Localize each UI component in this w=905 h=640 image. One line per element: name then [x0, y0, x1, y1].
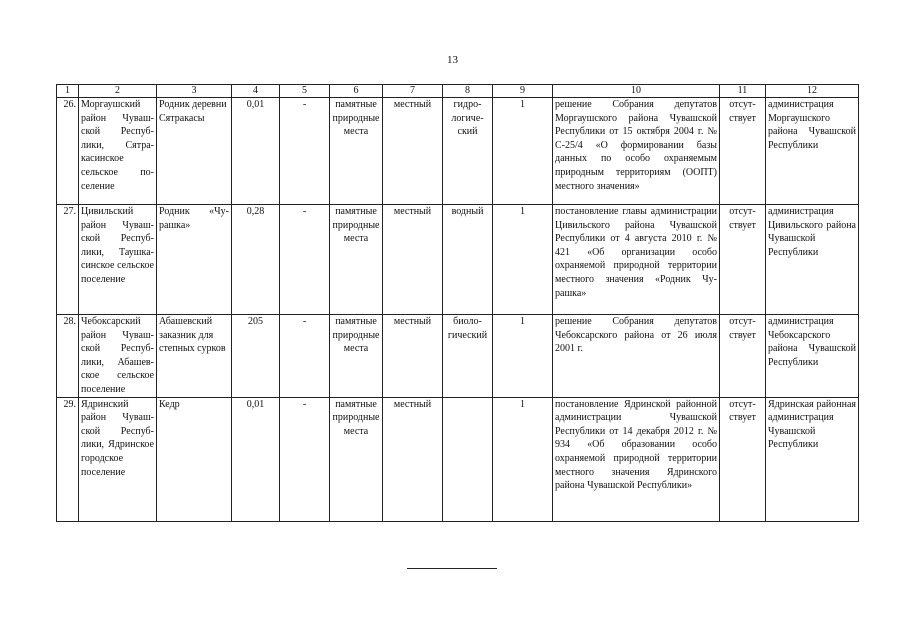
page-number: 13 — [447, 54, 458, 66]
column-header: 5 — [280, 85, 330, 98]
status-cell: отсутствует — [720, 397, 766, 521]
col5-cell: - — [280, 397, 330, 521]
column-header: 10 — [553, 85, 720, 98]
profile-cell — [443, 397, 493, 521]
significance-cell: местный — [383, 397, 443, 521]
name-cell: Родник «Чурашка» — [157, 205, 232, 315]
col5-cell: - — [280, 98, 330, 205]
row-number: 28. — [57, 315, 79, 398]
status-cell: отсутствует — [720, 315, 766, 398]
column-header: 9 — [493, 85, 553, 98]
district-cell: Чебоксарский район Чувашской Республики, Абашевское сельское поселение — [79, 315, 157, 398]
count-cell: 1 — [493, 205, 553, 315]
district-cell: Ядринский район Чувашской Республики, Ядринское городское поселение — [79, 397, 157, 521]
row-number: 29. — [57, 397, 79, 521]
document-cell: постановление Ядринской районной администрации Чувашской Республики от 14 декабря 2012 г. № 934 «Об образовании особо охраняемой природной территории местного значения Ядринского района Чувашской Республики» — [553, 397, 720, 521]
authority-cell: администрация Чебоксарского района Чувашской Республики — [766, 315, 859, 398]
authority-cell: Ядринская районная администрация Чувашской Республики — [766, 397, 859, 521]
table-row — [57, 98, 859, 205]
significance-cell: местный — [383, 205, 443, 315]
profile-cell: водный — [443, 205, 493, 315]
area-cell: 0,28 — [232, 205, 280, 315]
column-header: 8 — [443, 85, 493, 98]
category-cell: памятные природные места — [330, 98, 383, 205]
authority-cell: администрация Цивильского района Чувашской Республики — [766, 205, 859, 315]
column-header: 3 — [157, 85, 232, 98]
count-cell: 1 — [493, 98, 553, 205]
column-header: 4 — [232, 85, 280, 98]
area-cell: 205 — [232, 315, 280, 398]
count-cell: 1 — [493, 397, 553, 521]
column-header: 12 — [766, 85, 859, 98]
document-cell: решение Собрания депутатов Чебоксарского района от 26 июля 2001 г. — [553, 315, 720, 398]
column-header: 6 — [330, 85, 383, 98]
column-header: 2 — [79, 85, 157, 98]
footnote-separator — [407, 568, 497, 569]
name-cell: Кедр — [157, 397, 232, 521]
column-header: 1 — [57, 85, 79, 98]
count-cell: 1 — [493, 315, 553, 398]
area-cell: 0,01 — [232, 98, 280, 205]
area-cell: 0,01 — [232, 397, 280, 521]
significance-cell: местный — [383, 315, 443, 398]
document-cell: постановление главы администрации Цивильского района Чувашской Республики от 4 августа 2010 г. № 421 «Об организации особо охраняемой природной территории местного значения «Родник Чурашка» — [553, 205, 720, 315]
profile-cell: биологический — [443, 315, 493, 398]
row-number: 26. — [57, 98, 79, 205]
status-cell: отсутствует — [720, 98, 766, 205]
significance-cell: местный — [383, 98, 443, 205]
name-cell: Абашевский заказник для степных сурков — [157, 315, 232, 398]
category-cell: памятные природные места — [330, 397, 383, 521]
district-cell: Цивильский район Чувашской Республики, Таушкасинское сельское поселение — [79, 205, 157, 315]
category-cell: памятные природные места — [330, 205, 383, 315]
column-header: 11 — [720, 85, 766, 98]
status-cell: отсутствует — [720, 205, 766, 315]
column-number-row — [57, 85, 859, 98]
table-row — [57, 397, 859, 521]
table-row — [57, 205, 859, 315]
document-cell: решение Собрания депутатов Моргаушского района Чувашской Республики от 15 октября 2004 г. № С-25/4 «О формировании базы данных по особо охраняемым природным территориям (ООПТ) местного значения» — [553, 98, 720, 205]
profile-cell: гидрологический — [443, 98, 493, 205]
col5-cell: - — [280, 315, 330, 398]
row-number: 27. — [57, 205, 79, 315]
category-cell: памятные природные места — [330, 315, 383, 398]
col5-cell: - — [280, 205, 330, 315]
district-cell: Моргаушский район Чувашской Республики, Сятракасинское сельское поселение — [79, 98, 157, 205]
table-row — [57, 315, 859, 398]
authority-cell: администрация Моргаушского района Чувашской Республики — [766, 98, 859, 205]
protected-areas-table — [56, 84, 859, 522]
name-cell: Родник деревни Сятракасы — [157, 98, 232, 205]
column-header: 7 — [383, 85, 443, 98]
